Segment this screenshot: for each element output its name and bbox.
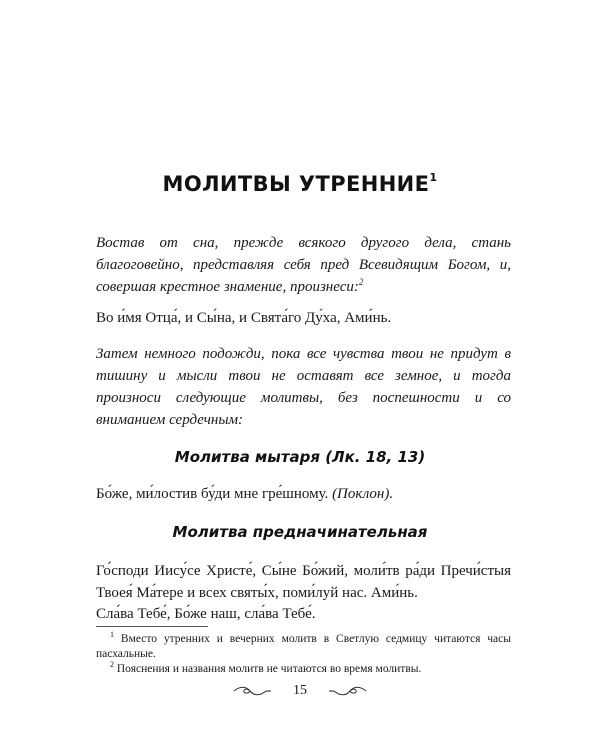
footnote-separator: [96, 626, 208, 627]
intro-footnote-marker: 2: [358, 277, 364, 287]
invocation-line: Во и́мя Отца́, и Сы́на, и Свята́го Ду́ха, Ами́нь.: [96, 310, 392, 326]
intro-paragraph: [96, 232, 511, 298]
glory-line: Сла́ва Тебе́, Бо́же наш, сла́ва Тебе́.: [96, 606, 316, 622]
initial-prayer-text: Го́споди Иису́се Христе́, Сы́не Бо́жий, моли́тв ра́ди Пречи́стыя Твоея́ Ма́тере и всех святы́х, поми́луй нас. Ами́нь.: [96, 563, 511, 601]
footnote-1: [96, 632, 511, 662]
footnote-text: Пояснения и названия молитв не читаются во время молитвы.: [116, 663, 422, 675]
page-title: [0, 172, 600, 196]
footnote-marker: 2: [110, 660, 114, 670]
title-footnote-marker: 1: [429, 171, 438, 184]
footnote-2: [96, 662, 511, 677]
instruction-paragraph: Затем немного подожди, пока все чувства твои не придут в тишину и мысли твои не оставят все земное, и тогда произноси следующие молитвы, без поспешности и со вниманием сердечным:: [96, 346, 511, 428]
right-flourish-icon: [328, 686, 368, 696]
title-text: МОЛИТВЫ УТРЕННИЕ: [162, 172, 430, 196]
prostration-note: (Поклон).: [332, 486, 394, 502]
initial-prayer-heading: Молитва предначинательная: [172, 523, 428, 541]
publican-prayer-heading: Молитва мытаря (Лк. 18, 13): [174, 448, 426, 466]
intro-text: Востав от сна, прежде всякого другого дела, стань благоговейно, представляя себя пред Всевидящим Богом, и, совершая крестное знамение, произнеси:: [96, 235, 511, 295]
page-number: 15: [293, 683, 307, 698]
footnote-text: Вместо утренних и вечерних молитв в Светлую седмицу читаются часы пасхальные.: [96, 633, 511, 660]
footnote-marker: 1: [110, 630, 114, 640]
publican-prayer-body: Бо́же, ми́лостив бу́ди мне гре́шному.: [96, 486, 329, 502]
publican-prayer-text: [96, 483, 511, 505]
left-flourish-icon: [232, 686, 272, 696]
